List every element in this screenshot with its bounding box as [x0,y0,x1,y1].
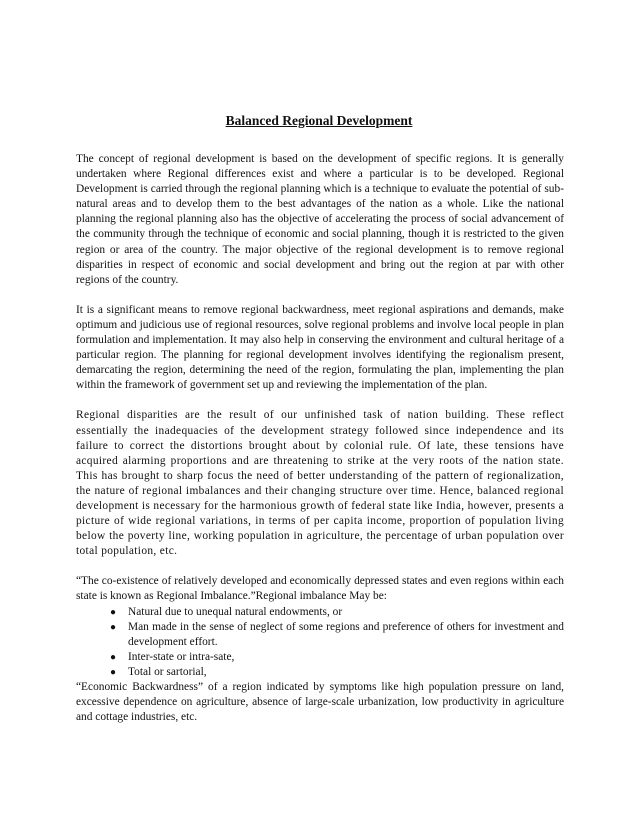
list-item [110,605,564,620]
paragraph-regional-development-concept: The concept of regional development is based on the development of specific regions. It is generally undertaken where Regional differences exist and where a particular is to be developed. Regional Development is carried through the regional planning which is a technique to evaluate the potential of sub-natural areas and to develop them to the best advantages of the nation as a whole. Like the national planning the regional planning also has the objective of accelerating the process of social advancement of the community through the technique of economic and social planning, though it is restricted to the given region or area of the country. The major objective of the regional development is to remove regional disparities in respect of economic and social development and bring out the region at par with other regions of the country. [76,153,564,286]
document-body [76,152,564,725]
list-item-text: Inter-state or intra-sate, [128,650,235,663]
list-item-text: Man made in the sense of neglect of some regions and preference of others for investment and development effort. [128,620,564,648]
paragraph-regional-imbalance-definition: “The co-existence of relatively developed and economically depressed states and even regions within each state is known as Regional Imbalance.”Regional imbalance May be: [76,575,564,603]
paragraph-significance: It is a significant means to remove regional backwardness, meet regional aspirations and demands, make optimum and judicious use of regional resources, solve regional problems and involve local people in plan formulation and implementation. It may also help in conserving the environment and cultural heritage of a particular region. The planning for regional development involves identifying the regionalism present, demarcating the region, determining the need of the region, formulating the plan, implementing the plan within the framework of government set up and reviewing the implementation of the plan. [76,303,564,392]
list-item [110,665,564,680]
bullet-icon: ● [110,651,117,663]
paragraph-economic-backwardness: “Economic Backwardness” of a region indicated by symptoms like high population pressure on land, excessive dependence on agriculture, absence of large-scale urbanization, low productivity in agriculture and cottage industries, etc. [76,681,564,724]
document-title: Balanced Regional Development [225,113,413,128]
imbalance-types-list [76,605,564,680]
list-item [110,620,564,650]
list-item-text: Total or sartorial, [128,665,207,678]
list-item [110,650,564,665]
list-item-text: Natural due to unequal natural endowments, or [128,605,343,618]
paragraph-regional-disparities: Regional disparities are the result of our unfinished task of nation building. These reflect essentially the inadequacies of the development strategy followed since independence and its failure to correct the distortions brought about by colonial rule. Of late, these tensions have acquired alarming proportions and are threatening to strike at the very roots of the nation state. This has brought to sharp focus the need of better understanding of the pattern of regionalization, the nature of regional imbalances and their changing structure over time. Hence, balanced regional development is necessary for the harmonious growth of federal state like India, however, presents a picture of wide regional variations, in terms of per capita income, proportion of population living below the poverty line, working population in agriculture, the percentage of urban population over total population, etc. [76,409,564,558]
bullet-icon: ● [110,621,117,633]
bullet-icon: ● [110,606,117,618]
bullet-icon: ● [110,666,117,678]
